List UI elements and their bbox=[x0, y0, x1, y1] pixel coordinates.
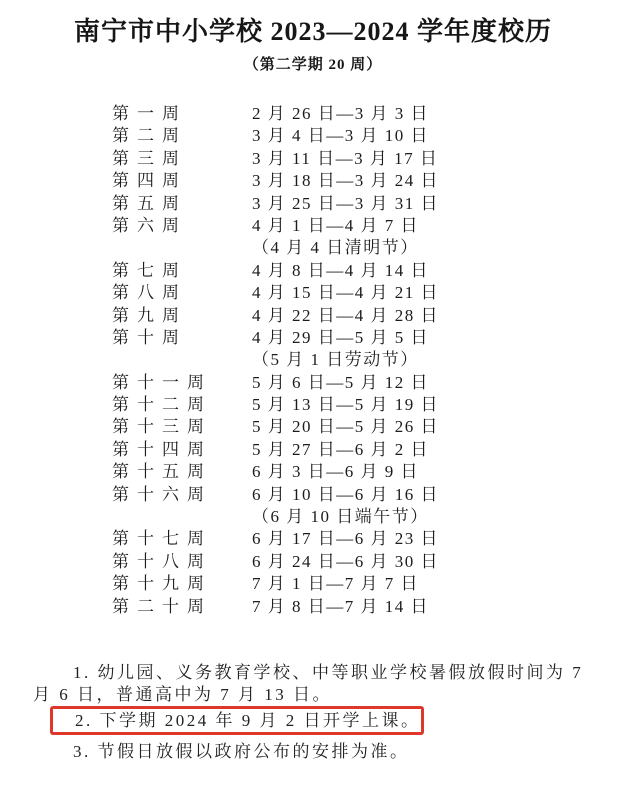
week-label: 第四周 bbox=[112, 171, 187, 191]
page-title: 南宁市中小学校 2023—2024 学年度校历 bbox=[73, 17, 552, 46]
calendar-row bbox=[112, 260, 626, 282]
week-label: 第十八周 bbox=[112, 551, 212, 571]
school-calendar-document bbox=[0, 15, 626, 787]
week-label: 第六周 bbox=[112, 215, 187, 235]
week-dates: 3 月 11 日—3 月 17 日 bbox=[252, 148, 439, 168]
calendar-row bbox=[112, 416, 626, 438]
week-dates: 2 月 26 日—3 月 3 日 bbox=[252, 104, 429, 123]
calendar-row bbox=[112, 125, 626, 147]
week-dates: 6 月 3 日—6 月 9 日 bbox=[252, 462, 419, 482]
week-dates: 3 月 25 日—3 月 31 日 bbox=[252, 193, 439, 213]
week-dates: 5 月 27 日—6 月 2 日 bbox=[252, 439, 429, 459]
week-label bbox=[112, 349, 252, 371]
calendar-row bbox=[112, 215, 626, 237]
calendar-row bbox=[112, 148, 626, 170]
week-label: 第十六周 bbox=[112, 484, 212, 504]
week-dates: 3 月 4 日—3 月 10 日 bbox=[252, 126, 429, 146]
week-dates: 7 月 1 日—7 月 7 日 bbox=[252, 574, 419, 594]
calendar-row bbox=[112, 551, 626, 573]
week-dates: 4 月 1 日—4 月 7 日 bbox=[252, 215, 419, 235]
week-label: 第一周 bbox=[112, 104, 187, 123]
holiday-note: （4 月 4 日清明节） bbox=[252, 238, 419, 258]
red-highlight-box bbox=[50, 706, 424, 735]
calendar-table bbox=[112, 103, 626, 618]
week-label bbox=[112, 237, 252, 259]
calendar-row bbox=[112, 103, 626, 125]
holiday-note: （5 月 1 日劳动节） bbox=[252, 350, 419, 370]
note-2: 2. 下学期 2024 年 9 月 2 日开学上课。 bbox=[75, 710, 421, 730]
calendar-row bbox=[112, 305, 626, 327]
week-dates: 3 月 18 日—3 月 24 日 bbox=[252, 171, 439, 191]
week-dates: 4 月 8 日—4 月 14 日 bbox=[252, 260, 429, 280]
week-label: 第十四周 bbox=[112, 439, 212, 459]
week-label: 第十一周 bbox=[112, 372, 212, 392]
calendar-row bbox=[112, 193, 626, 215]
week-label: 第八周 bbox=[112, 283, 187, 303]
calendar-row-holiday bbox=[112, 349, 626, 371]
week-dates: 4 月 29 日—5 月 5 日 bbox=[252, 327, 429, 347]
week-label: 第五周 bbox=[112, 193, 187, 213]
calendar-row bbox=[112, 484, 626, 506]
calendar-row-holiday bbox=[112, 237, 626, 259]
week-label: 第二十周 bbox=[112, 596, 212, 616]
note-3: 3. 节假日放假以政府公布的安排为准。 bbox=[73, 741, 410, 761]
calendar-row bbox=[112, 170, 626, 192]
week-dates: 6 月 24 日—6 月 30 日 bbox=[252, 551, 439, 571]
week-dates: 6 月 17 日—6 月 23 日 bbox=[252, 529, 439, 549]
calendar-row bbox=[112, 394, 626, 416]
calendar-row bbox=[112, 596, 626, 618]
week-dates: 4 月 15 日—4 月 21 日 bbox=[252, 283, 439, 303]
week-label: 第七周 bbox=[112, 260, 187, 280]
calendar-row bbox=[112, 528, 626, 550]
week-dates: 5 月 20 日—5 月 26 日 bbox=[252, 417, 439, 437]
holiday-note: （6 月 10 日端午节） bbox=[252, 507, 429, 527]
calendar-row bbox=[112, 439, 626, 461]
calendar-row bbox=[112, 372, 626, 394]
week-dates: 6 月 10 日—6 月 16 日 bbox=[252, 484, 439, 504]
week-label bbox=[112, 506, 252, 528]
week-label: 第十九周 bbox=[112, 574, 212, 594]
week-label: 第九周 bbox=[112, 305, 187, 325]
week-label: 第十七周 bbox=[112, 529, 212, 549]
week-label: 第二周 bbox=[112, 126, 187, 146]
note-1-line-2: 月 6 日，普通高中为 7 月 13 日。 bbox=[33, 684, 332, 704]
week-label: 第三周 bbox=[112, 148, 187, 168]
week-label: 第十三周 bbox=[112, 417, 212, 437]
calendar-row-holiday bbox=[112, 506, 626, 528]
calendar-row bbox=[112, 461, 626, 483]
calendar-row bbox=[112, 327, 626, 349]
week-dates: 7 月 8 日—7 月 14 日 bbox=[252, 596, 429, 616]
page-subtitle: （第二学期 20 周） bbox=[243, 57, 383, 73]
calendar-row bbox=[112, 573, 626, 595]
calendar-row bbox=[112, 282, 626, 304]
note-1-line-1: 1. 幼儿园、义务教育学校、中等职业学校暑假放假时间为 7 bbox=[73, 662, 584, 682]
notes-section bbox=[33, 662, 626, 763]
week-label: 第十周 bbox=[112, 327, 187, 347]
week-dates: 4 月 22 日—4 月 28 日 bbox=[252, 305, 439, 325]
week-label: 第十五周 bbox=[112, 462, 212, 482]
week-dates: 5 月 13 日—5 月 19 日 bbox=[252, 395, 439, 415]
week-dates: 5 月 6 日—5 月 12 日 bbox=[252, 372, 429, 392]
week-label: 第十二周 bbox=[112, 395, 212, 415]
